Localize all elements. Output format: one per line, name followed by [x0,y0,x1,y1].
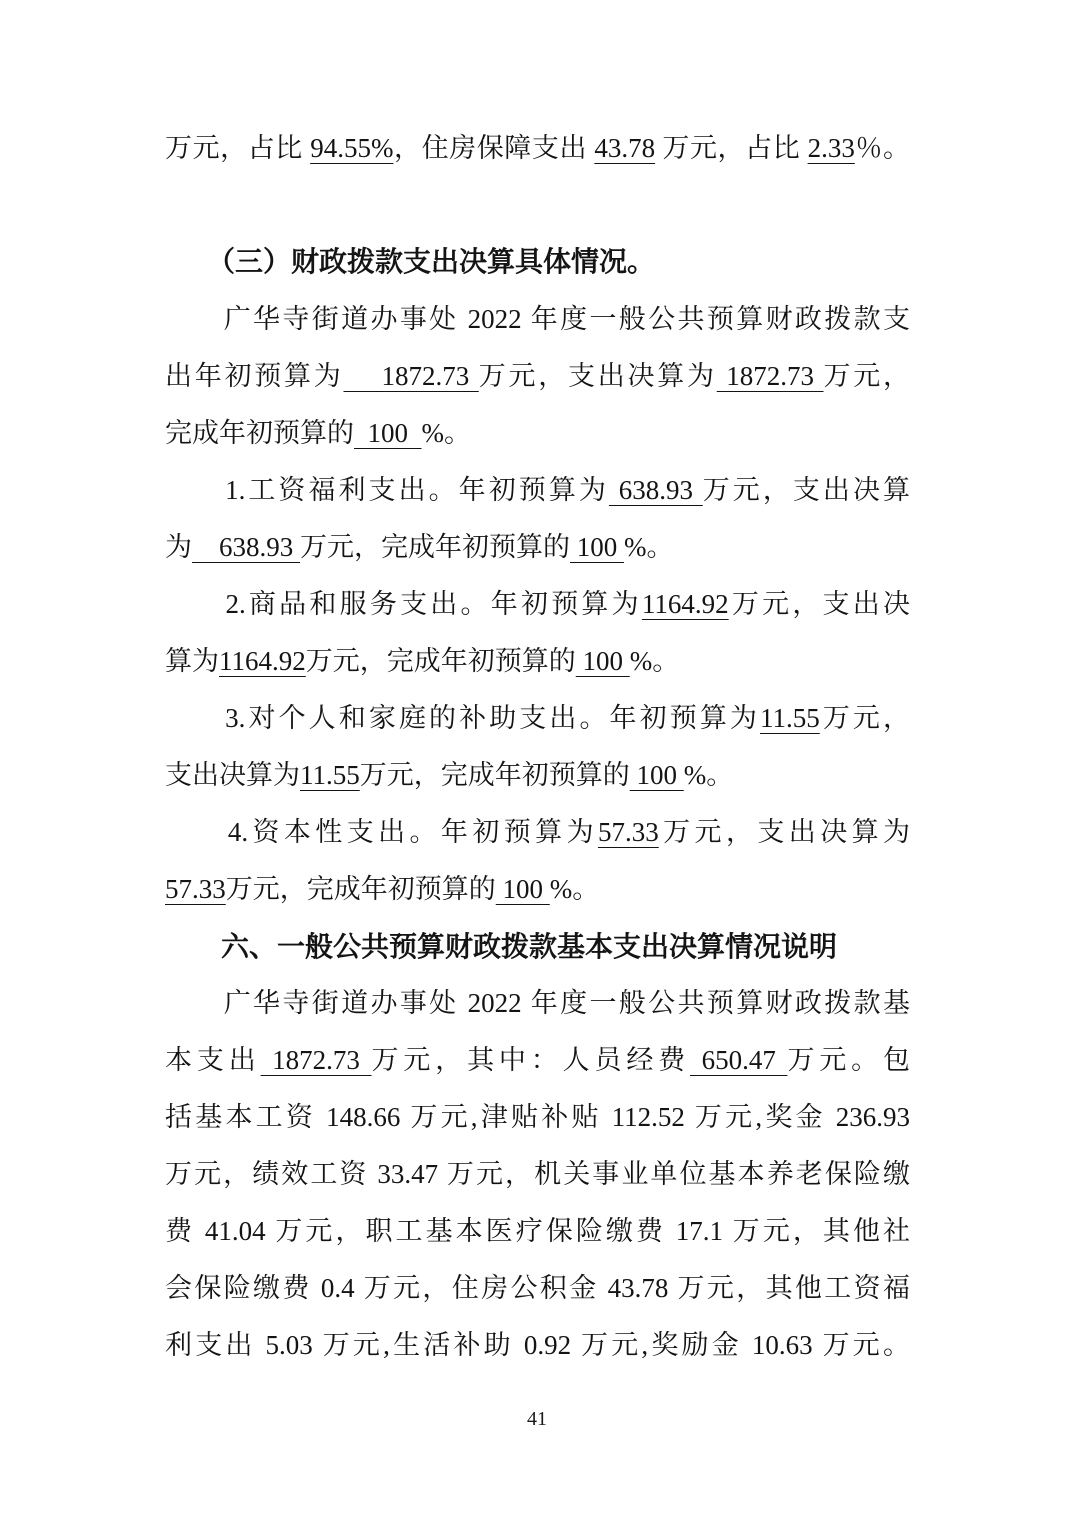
text-segment: 4.资本性支出。年初预算为 [165,817,598,847]
underlined-value: 650.47 [690,1045,788,1075]
text-segment: 1.工资福利支出。年初预算为 [165,475,609,505]
text-line [165,1260,910,1317]
text-segment: 费 41.04 万元，职工基本医疗保险缴费 17.1 万元，其他社 [165,1216,910,1246]
underlined-value: 1872.73 [343,361,479,391]
text-segment: 万元，占比 [165,133,311,163]
text-line [165,747,910,804]
underlined-value: 100 [575,646,630,676]
text-segment: （三）财政拨款支出决算具体情况。 [165,247,656,278]
underlined-value: 2.33 [807,133,855,163]
text-segment: ％。 [854,133,911,163]
underlined-value: 100 [495,874,550,904]
text-line [165,1032,910,1089]
text-segment: 万元， [819,703,911,733]
text-line [165,234,910,291]
text-segment: 万元，支出决算为 [658,817,911,847]
text-segment: 万元，支出决算为 [478,361,717,391]
underlined-value: 100 [570,532,624,562]
text-line [165,120,910,177]
text-segment: 万元，完成年初预算的 [300,532,570,562]
text-segment: %。 [421,418,471,448]
text-segment: 万元，完成年初预算的 [305,646,576,676]
text-line [165,804,910,861]
text-line [165,576,910,633]
text-segment: 会保险缴费 0.4 万元，住房公积金 43.78 万元，其他工资福 [165,1273,910,1303]
underlined-value: 638.93 [192,532,300,562]
underlined-value: 100 [354,418,422,448]
page-number: 41 [527,1408,547,1430]
text-segment: 万元，绩效工资 33.47 万元，机关事业单位基本养老保险缴 [165,1159,910,1189]
text-segment: %。 [549,874,600,904]
text-segment: 六、一般公共预算财政拨款基本支出决算情况说明 [165,931,838,962]
text-line [165,690,910,747]
text-segment: 完成年初预算的 [165,418,354,448]
underlined-value: 100 [629,760,684,790]
underlined-value: 94.55% [310,133,394,163]
text-line [165,348,910,405]
text-segment: 万元。包 [787,1045,911,1075]
text-segment: 为 [165,532,192,562]
text-segment: 3.对个人和家庭的补助支出。年初预算为 [165,703,760,733]
underlined-value: 11.55 [300,760,360,790]
underlined-value: 1164.92 [641,589,729,619]
text-line [165,462,910,519]
underlined-value: 43.78 [594,133,656,163]
text-line [165,918,910,975]
text-line [165,291,910,348]
text-line [165,633,910,690]
text-segment: 万元，完成年初预算的 [359,760,630,790]
text-segment: 本支出 [165,1045,261,1075]
text-segment: 万元，支出决 [728,589,911,619]
text-segment: 2.商品和服务支出。年初预算为 [165,589,642,619]
underlined-value: 1872.73 [716,361,824,391]
text-segment: 万元，占比 [655,133,808,163]
underlined-value: 57.33 [597,817,659,847]
text-segment: %。 [683,760,734,790]
text-segment: 万元，支出决算 [702,475,911,505]
text-line [165,861,910,918]
text-line [165,1203,910,1260]
text-segment: 出年初预算为 [165,361,344,391]
text-line [165,1146,910,1203]
text-segment: 支出决算为 [165,760,300,790]
text-segment: 算为 [165,646,219,676]
text-segment: 万元，其中：人员经费 [371,1045,691,1075]
blank-line [165,177,910,234]
text-line [165,1089,910,1146]
underlined-value: 1164.92 [219,646,306,676]
text-line [165,519,910,576]
underlined-value: 1872.73 [260,1045,372,1075]
text-segment: 广华寺街道办事处 2022 年度一般公共预算财政拨款支 [165,304,910,334]
underlined-value: 11.55 [760,703,820,733]
document-body [165,120,910,1374]
underlined-value: 57.33 [165,874,226,904]
text-segment: 利支出 5.03 万元,生活补助 0.92 万元,奖励金 10.63 万元。 [165,1330,910,1360]
text-line [165,1317,910,1374]
text-segment: %。 [624,532,674,562]
underlined-value: 638.93 [608,475,703,505]
text-line [165,975,910,1032]
text-segment: ，住房保障支出 [393,133,595,163]
text-segment: 万元，完成年初预算的 [225,874,496,904]
text-segment: %。 [629,646,680,676]
text-segment: 括基本工资 148.66 万元,津贴补贴 112.52 万元,奖金 236.93 [165,1102,910,1132]
text-line [165,405,910,462]
text-segment: 广华寺街道办事处 2022 年度一般公共预算财政拨款基 [165,988,910,1018]
text-segment: 万元， [823,361,910,391]
